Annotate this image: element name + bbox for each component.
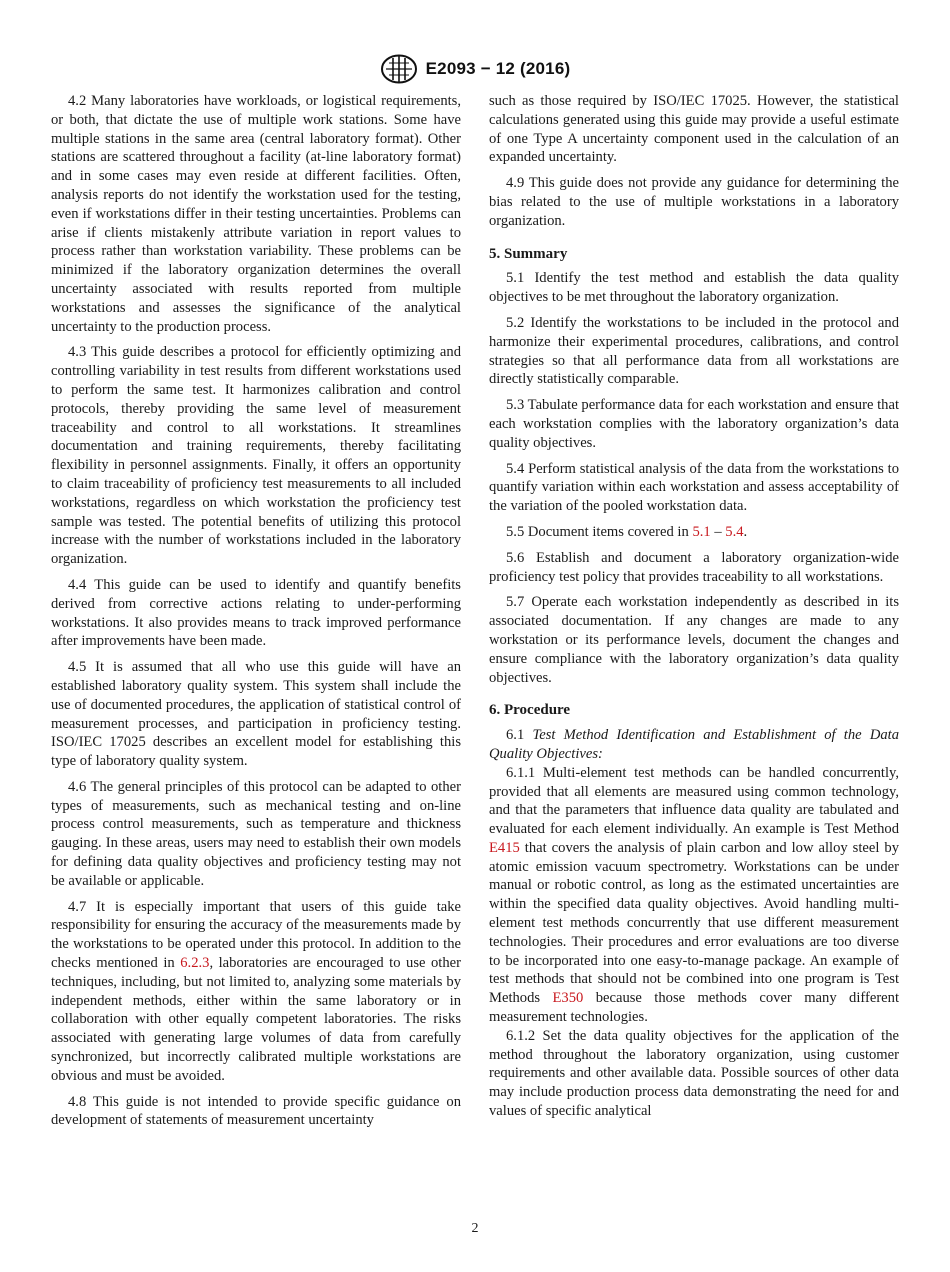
- paragraph-5-1: 5.1 Identify the test method and establish the data quality objectives to be met throughout the laboratory organization.: [489, 270, 899, 306]
- paragraph-4-5: 4.5 It is assumed that all who use this guide will have an established laboratory quality system. This system shall include the use of documented procedures, the application of statistical control of measurement processes, and participation in proficiency testing. ISO/IEC 17025 describes an excellent model for establishing this type of laboratory quality system.: [51, 659, 461, 770]
- paragraph-6-1-number: 6.1: [506, 727, 533, 744]
- page-header: [0, 54, 950, 84]
- paragraph-5-5-text-b: .: [743, 523, 748, 540]
- paragraph-4-7-text-a: 4.7 It is especially important that users of this guide take responsibility for ensuring the accuracy of the measurements made by the workstations to be operated under this protocol. In addition to the checks mentioned in: [51, 898, 461, 972]
- paragraph-6-1-1: [489, 764, 899, 1027]
- left-column: [51, 92, 461, 1130]
- paragraph-4-9: 4.9 This guide does not provide any guidance for determining the bias related to the use of multiple workstations in a laboratory organization.: [489, 175, 899, 229]
- paragraph-5-5-text-a: 5.5 Document items covered in: [506, 523, 693, 540]
- paragraph-6-1-2: 6.1.2 Set the data quality objectives for the application of the method throughout the laboratory organization, using customer requirements and other available data. Possible sources of other data may include production process data demonstrating the need for and values of specific analytical: [489, 1027, 899, 1120]
- paragraph-5-3: 5.3 Tabulate performance data for each workstation and ensure that each workstation complies with the laboratory organization’s data quality objectives.: [489, 397, 899, 451]
- paragraph-4-6: 4.6 The general principles of this protocol can be adapted to other types of measurements, such as mechanical testing and on-line process control measurements, such as temperature and thickness gauging. In these areas, users may need to establish their own models for defining data quality objectives and proficiency testing may not be available or applicable.: [51, 778, 461, 889]
- paragraph-5-6: 5.6 Establish and document a laboratory organization-wide proficiency test policy that provides traceability to all workstations.: [489, 549, 899, 585]
- paragraph-4-4: 4.4 This guide can be used to identify and quantify benefits derived from corrective actions relating to under-performing workstations. It also provides means to track improved performance after improvements have been made.: [51, 576, 461, 650]
- paragraph-5-7: 5.7 Operate each workstation independently as described in its associated documentation. If any changes are made to any workstation or its performance levels, document the changes and ensure compliance with the laboratory organization’s data quality objectives.: [489, 594, 899, 686]
- paragraph-4-8-continued: such as those required by ISO/IEC 17025. However, the statistical calculations generated using this guide may provide a useful estimate of one Type A uncertainty component used in the calculation of an expanded uncertainty.: [489, 93, 899, 166]
- paragraph-6-1-1-text-c: because those methods cover many different measurement technologies.: [489, 990, 900, 1026]
- right-column: [489, 92, 899, 1121]
- link-e415[interactable]: E415: [489, 839, 520, 856]
- paragraph-6-1-title: Test Method Identification and Establishment of the Data Quality Objectives:: [489, 727, 900, 762]
- link-5-1[interactable]: 5.1: [692, 523, 711, 540]
- page-number: 2: [471, 1221, 479, 1236]
- standard-designation: E2093 − 12 (2016): [425, 59, 571, 78]
- paragraph-6-1-1-text-b: that covers the analysis of plain carbon and low alloy steel by atomic emission vacuum spectrometry. Workstations can be under manual or robotic control, as long as the estimated uncertainties are within the specified data quality objectives. Avoid handling multi-element test methods concurrently that use different measurement technologies. Their procedures and error evaluations are too diverse to be incorporated into one easy-to-manage package. An example of test methods that should not be combined into one program is Test Methods: [489, 839, 899, 1007]
- range-dash: –: [710, 523, 726, 540]
- link-e350[interactable]: E350: [552, 990, 584, 1007]
- astm-logo-icon: [380, 54, 418, 84]
- section-heading-summary: 5. Summary: [489, 245, 568, 262]
- link-6-2-3[interactable]: 6.2.3: [180, 955, 210, 972]
- paragraph-6-1: [489, 726, 899, 764]
- paragraph-5-2: 5.2 Identify the workstations to be included in the protocol and harmonize their experimental procedures, calibrations, and control strategies so that all performance data from all workstations are directly statistically comparable.: [489, 314, 899, 388]
- paragraph-6-1-1-text-a: 6.1.1 Multi-element test methods can be handled concurrently, provided that all elements are measured using common technology, and that the parameters that influence data quality are tabulated and evaluated for each element individually. An example is Test Method: [489, 764, 899, 838]
- paragraph-5-4: 5.4 Perform statistical analysis of the data from the workstations to quantify variation within each workstation and assess acceptability of the variation of the pooled workstation data.: [489, 460, 899, 515]
- paragraph-4-7: [51, 898, 461, 1086]
- link-5-4[interactable]: 5.4: [725, 523, 744, 540]
- paragraph-4-2: 4.2 Many laboratories have workloads, or logistical requirements, or both, that dictate the use of multiple work stations. Some have multiple stations in the same area (central laboratory format). Other stations are scattered throughout a facility (at-line laboratory format) and in some cases may even reside at different facilities. Often, analysis reports do not identify the workstation used for the testing, even if workstations differ in their testing uncertainties. Problems can arise if clients mistakenly attribute variation in report values to process rather than workstation variability. These problems can be minimized if the laboratory organization determines the overall uncertainty associated with results reported from multiple workstations and assesses the significance of the analytical uncertainty to the production process.: [51, 93, 461, 335]
- paragraph-5-5: [489, 523, 899, 542]
- paragraph-4-3: 4.3 This guide describes a protocol for efficiently optimizing and controlling variability in test results from different workstations used to perform the same test. It harmonizes calibration and control protocols, thereby providing the same level of measurement traceability and control to all workstations. It streamlines documentation and training requirements, thereby facilitating flexibility in personnel assignments. Finally, it offers an opportunity to claim traceability of proficiency test measurements to all included workstations, regardless on which workstation the proficiency test sample was tested. The potential benefits of utilizing this protocol increase with the number of workstations included in the laboratory organization.: [51, 344, 461, 568]
- paragraph-4-8: 4.8 This guide is not intended to provide specific guidance on development of statements of measurement uncertainty: [51, 1093, 461, 1129]
- paragraph-4-7-text-b: , laboratories are encouraged to use other techniques, including, but not limited to, analyzing some materials by independent methods, either within the same laboratory or in collaboration with other equally competent laboratories. The risks associated with generating large volumes of data from carefully synchronized, but incorrectly calibrated multiple workstations are obvious and must be avoided.: [51, 955, 461, 1084]
- section-heading-procedure: 6. Procedure: [489, 702, 571, 719]
